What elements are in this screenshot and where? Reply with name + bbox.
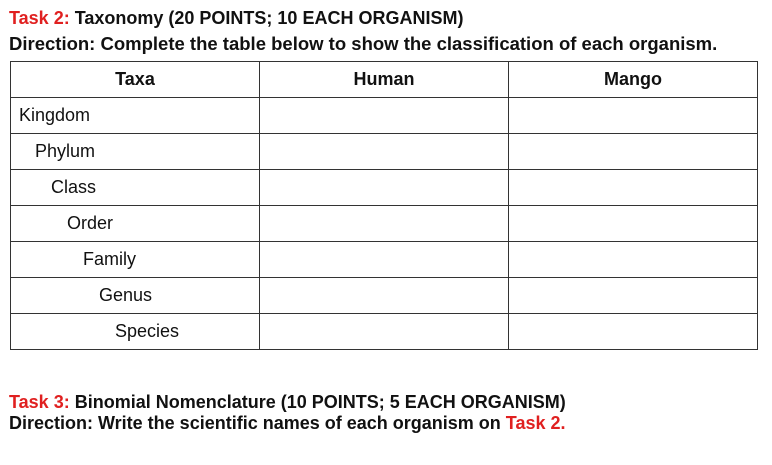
human-species-cell[interactable] (260, 314, 509, 350)
human-kingdom-cell[interactable] (260, 98, 509, 134)
rank-phylum: Phylum (11, 134, 260, 170)
rank-kingdom: Kingdom (11, 98, 260, 134)
table-row (11, 170, 758, 206)
table-row (11, 98, 758, 134)
mango-family-cell[interactable] (509, 242, 758, 278)
rank-species: Species (11, 314, 260, 350)
task3-heading (9, 393, 566, 411)
task3-direction-text: Direction: Write the scientific names of each organism on (9, 413, 501, 433)
table-row (11, 242, 758, 278)
mango-species-cell[interactable] (509, 314, 758, 350)
task2-label: Task 2: (9, 8, 70, 28)
rank-genus: Genus (11, 278, 260, 314)
task3-title: Binomial Nomenclature (10 POINTS; 5 EACH ORGANISM) (74, 392, 566, 412)
header-human: Human (260, 62, 509, 98)
table-header-row (11, 62, 758, 98)
mango-phylum-cell[interactable] (509, 134, 758, 170)
table-row (11, 134, 758, 170)
taxonomy-table (10, 61, 758, 350)
human-class-cell[interactable] (260, 170, 509, 206)
task2-heading (9, 9, 463, 27)
table-row (11, 314, 758, 350)
header-mango: Mango (509, 62, 758, 98)
task3-direction (9, 414, 566, 432)
table-row (11, 206, 758, 242)
human-genus-cell[interactable] (260, 278, 509, 314)
task2-title: Taxonomy (20 POINTS; 10 EACH ORGANISM) (74, 8, 464, 28)
mango-genus-cell[interactable] (509, 278, 758, 314)
rank-class: Class (11, 170, 260, 206)
task2-direction: Direction: Complete the table below to show the classification of each organism. (9, 33, 718, 54)
mango-class-cell[interactable] (509, 170, 758, 206)
human-phylum-cell[interactable] (260, 134, 509, 170)
rank-order: Order (11, 206, 260, 242)
human-family-cell[interactable] (260, 242, 509, 278)
header-taxa: Taxa (11, 62, 260, 98)
mango-order-cell[interactable] (509, 206, 758, 242)
task3-label: Task 3: (9, 392, 70, 412)
task3-direction-ref: Task 2. (505, 413, 566, 433)
mango-kingdom-cell[interactable] (509, 98, 758, 134)
human-order-cell[interactable] (260, 206, 509, 242)
table-row (11, 278, 758, 314)
rank-family: Family (11, 242, 260, 278)
